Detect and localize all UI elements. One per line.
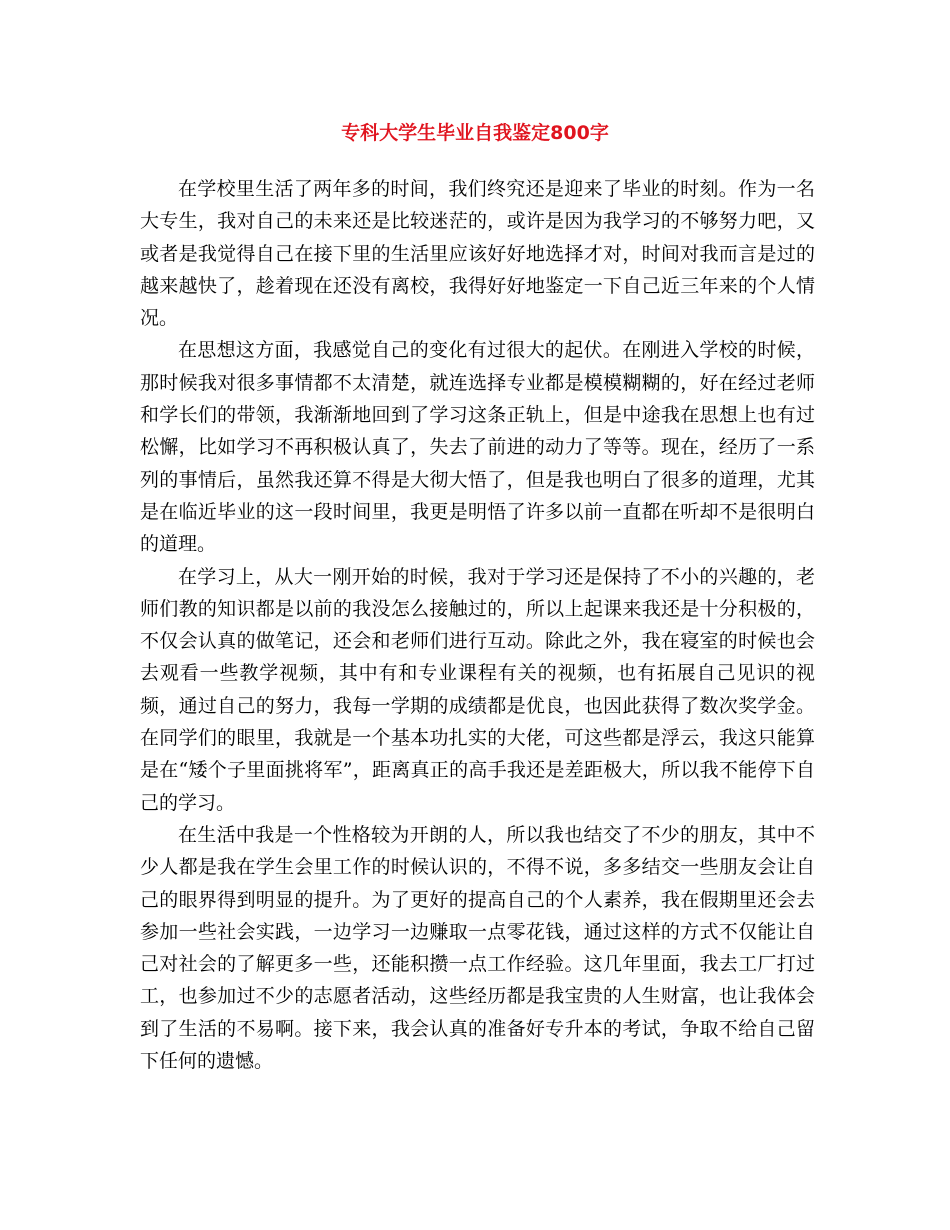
document-body	[140, 173, 815, 1077]
paragraph-study: 在学习上，从大一刚开始的时候，我对于学习还是保持了不小的兴趣的，老师们教的知识都是以前的我没怎么接触过的，所以上起课来我还是十分积极的，不仅会认真的做笔记，还会和老师们进行互动。除此之外，我在寝室的时候也会去观看一些教学视频，其中有和专业课程有关的视频，也有拓展自己见识的视频，通过自己的努力，我每一学期的成绩都是优良，也因此获得了数次奖学金。在同学们的眼里，我就是一个基本功扎实的大佬，可这些都是浮云，我这只能算是在“矮个子里面挑将军”，距离真正的高手我还是差距极大，所以我不能停下自己的学习。	[140, 565, 815, 814]
paragraph-thought: 在思想这方面，我感觉自己的变化有过很大的起伏。在刚进入学校的时候，那时候我对很多事情都不太清楚，就连选择专业都是模模糊糊的，好在经过老师和学长们的带领，我渐渐地回到了学习这条正轨上，但是中途我在思想上也有过松懈，比如学习不再积极认真了，失去了前进的动力了等等。现在，经历了一系列的事情后，虽然我还算不得是大彻大悟了，但是我也明白了很多的道理，尤其是在临近毕业的这一段时间里，我更是明悟了许多以前一直都在听却不是很明白的道理。	[140, 339, 815, 556]
paragraph-life: 在生活中我是一个性格较为开朗的人，所以我也结交了不少的朋友，其中不少人都是我在学生会里工作的时候认识的，不得不说，多多结交一些朋友会让自己的眼界得到明显的提升。为了更好的提高自己的个人素养，我在假期里还会去参加一些社会实践，一边学习一边赚取一点零花钱，通过这样的方式不仅能让自己对社会的了解更多一些，还能积攒一点工作经验。这几年里面，我去工厂打过工，也参加过不少的志愿者活动，这些经历都是我宝贵的人生财富，也让我体会到了生活的不易啊。接下来，我会认真的准备好专升本的考试，争取不给自己留下任何的遗憾。	[140, 823, 815, 1073]
document-title: 专科大学生毕业自我鉴定800字	[341, 122, 609, 144]
paragraph-intro: 在学校里生活了两年多的时间，我们终究还是迎来了毕业的时刻。作为一名大专生，我对自己的未来还是比较迷茫的，或许是因为我学习的不够努力吧，又或者是我觉得自己在接下里的生活里应该好好地选择才对，时间对我而言是过的越来越快了，趁着现在还没有离校，我得好好地鉴定一下自己近三年来的个人情况。	[140, 178, 815, 330]
